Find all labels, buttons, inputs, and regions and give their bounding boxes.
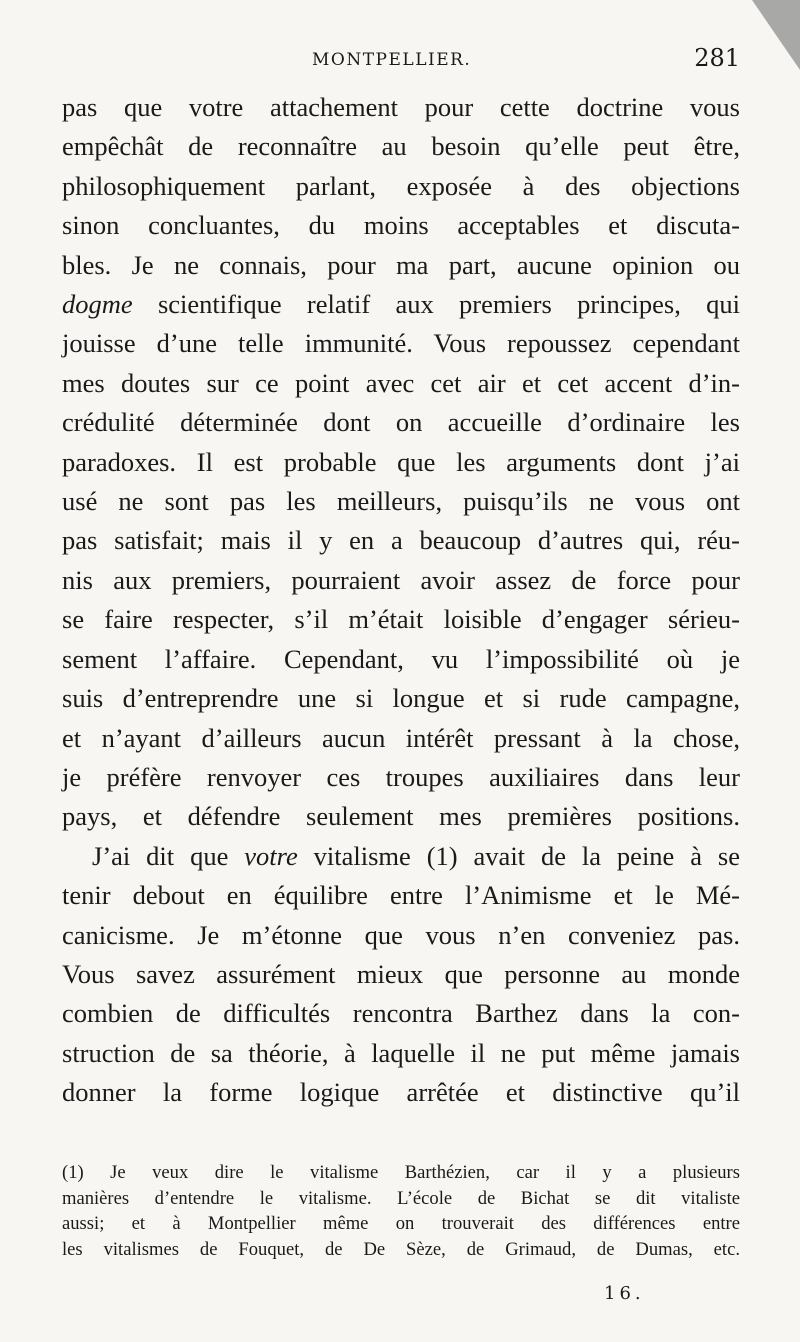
page-header [62, 44, 740, 78]
text-line: pas satisfait; mais il y en a beaucoup d’autres qui, réu- [62, 525, 740, 556]
page-number: 281 [694, 44, 740, 72]
footnote-line: aussi; et à Montpellier même on trouverait des différences entre [62, 1213, 740, 1234]
text-line: Vous savez assurément mieux que personne au monde [62, 958, 740, 989]
text-line: sinon concluantes, du moins acceptables et discuta- [62, 210, 740, 241]
signature-mark: 16. [604, 1283, 645, 1304]
footnote-line: (1) Je veux dire le vitalisme Barthézien, car il y a plusieurs [62, 1162, 740, 1183]
footnotes [62, 1160, 740, 1262]
text-line: canicisme. Je m’étonne que vous n’en conveniez pas. [62, 919, 740, 950]
text-line: tenir debout en équilibre entre l’Animisme et le Mé- [62, 880, 740, 911]
text-line: struction de sa théorie, à laquelle il ne put même jamais [62, 1037, 740, 1068]
footnote-line: manières d’entendre le vitalisme. L’école de Bichat se dit vitaliste [62, 1187, 740, 1209]
text-line: je préfère renvoyer ces troupes auxiliaires dans leur [62, 761, 740, 792]
page-corner-shadow [752, 0, 800, 70]
text-line-with-italic: J’ai dit que votre vitalisme (1) avait de la peine à se [92, 840, 740, 871]
text-line: empêchât de reconnaître au besoin qu’elle peut être, [62, 131, 740, 162]
text-line: nis aux premiers, pourraient avoir assez de force pour [62, 564, 740, 595]
text-line: bles. Je ne connais, pour ma part, aucune opinion ou [62, 249, 740, 280]
text-line: crédulité déterminée dont on accueille d’ordinaire les [62, 407, 740, 438]
text-line: mes doutes sur ce point avec cet air et cet accent d’in- [62, 367, 740, 398]
body-text [62, 88, 740, 1113]
text-line-with-italic: dogme scientifique relatif aux premiers principes, qui [62, 289, 740, 320]
italic-word: votre [244, 840, 298, 871]
text-line: philosophiquement parlant, exposée à des objections [62, 170, 740, 201]
text-line: et n’ayant d’ailleurs aucun intérêt pressant à la chose, [62, 722, 740, 753]
text-line: suis d’entreprendre une si longue et si rude campagne, [62, 683, 740, 714]
text-line: sement l’affaire. Cependant, vu l’impossibilité où je [62, 643, 740, 674]
italic-word: dogme [62, 289, 133, 320]
text-line: pas que votre attachement pour cette doctrine vous [62, 92, 740, 122]
text-line: jouisse d’une telle immunité. Vous repoussez cependant [62, 328, 740, 359]
footnote-line: les vitalismes de Fouquet, de De Sèze, de Grimaud, de Dumas, etc. [62, 1238, 740, 1260]
running-head: MONTPELLIER. [312, 50, 472, 70]
text-line: usé ne sont pas les meilleurs, puisqu’ils ne vous ont [62, 486, 740, 517]
text-line: donner la forme logique arrêtée et distinctive qu’il [62, 1077, 740, 1108]
text-line: paradoxes. Il est probable que les arguments dont j’ai [62, 446, 740, 477]
text-line: combien de difficultés rencontra Barthez dans la con- [62, 998, 740, 1029]
text-line: pays, et défendre seulement mes premières positions. [62, 801, 740, 832]
text-line: se faire respecter, s’il m’était loisible d’engager sérieu- [62, 604, 740, 635]
